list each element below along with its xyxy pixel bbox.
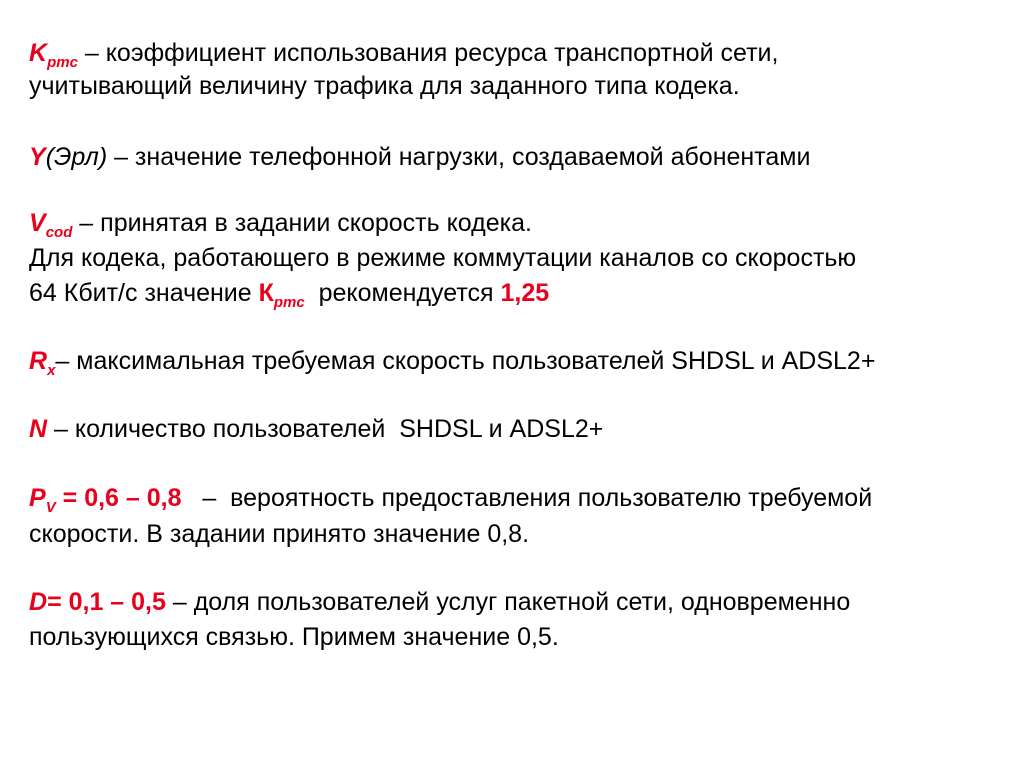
kprtc-definition-line-2: учитывающий величину трафика для заданного типа кодека.: [29, 72, 740, 100]
d-definition-line-1: [29, 587, 850, 617]
y-unit: (Эрл): [45, 143, 108, 171]
d-definition-text: – доля пользователей услуг пакетной сети, одновременно: [165, 588, 851, 616]
vcod-line3-middle: рекомендуется: [304, 279, 501, 307]
y-symbol: Y: [29, 143, 46, 171]
y-definition-line: [29, 142, 810, 172]
kprtc-definition-text: – коэффициент использования ресурса транспортной сети,: [77, 39, 779, 67]
n-definition-text: – количество пользователей SHDSL и ADSL2+: [47, 415, 604, 443]
y-definition-text: – значение телефонной нагрузки, создаваемой абонентами: [107, 143, 811, 171]
pv-value-range: = 0,6 – 0,8: [55, 484, 182, 512]
pv-definition-line-1: [29, 483, 873, 516]
d-value-range: = 0,1 – 0,5: [47, 588, 166, 616]
vcod-symbol: $V_{cod}$: [29, 209, 73, 241]
d-definition-line-2: пользующихся связью. Примем значение 0,5.: [29, 623, 559, 651]
rx-symbol: $R_x$: [29, 347, 56, 379]
vcod-definition-text: – принятая в задании скорость кодека.: [72, 209, 532, 237]
pv-definition-line-2: скорости. В задании принято значение 0,8.: [29, 520, 530, 548]
vcod-line3-prefix: 64 Кбит/с значение: [29, 279, 259, 307]
kprtc-definition-line-1: [29, 38, 779, 71]
rx-definition-line: [29, 346, 876, 379]
kprtc-recommended-value: 1,25: [500, 279, 550, 307]
n-definition-line: [29, 414, 603, 444]
d-symbol: D: [29, 588, 48, 616]
vcod-definition-line-2: Для кодека, работающего в режиме коммутации каналов со скоростью: [29, 244, 857, 272]
n-symbol: N: [29, 415, 48, 443]
pv-symbol: $P_V$: [29, 484, 56, 516]
rx-definition-text: – максимальная требуемая скорость пользователей SHDSL и ADSL2+: [55, 347, 876, 375]
kprtc-symbol-inline: $К_{pmc}$: [258, 279, 305, 311]
vcod-definition-line-1: [29, 208, 532, 241]
pv-definition-text: – вероятность предоставления пользователю требуемой: [181, 484, 873, 512]
vcod-definition-line-3: [29, 278, 550, 311]
kprtc-symbol: $K_{pmc}$: [29, 39, 78, 71]
